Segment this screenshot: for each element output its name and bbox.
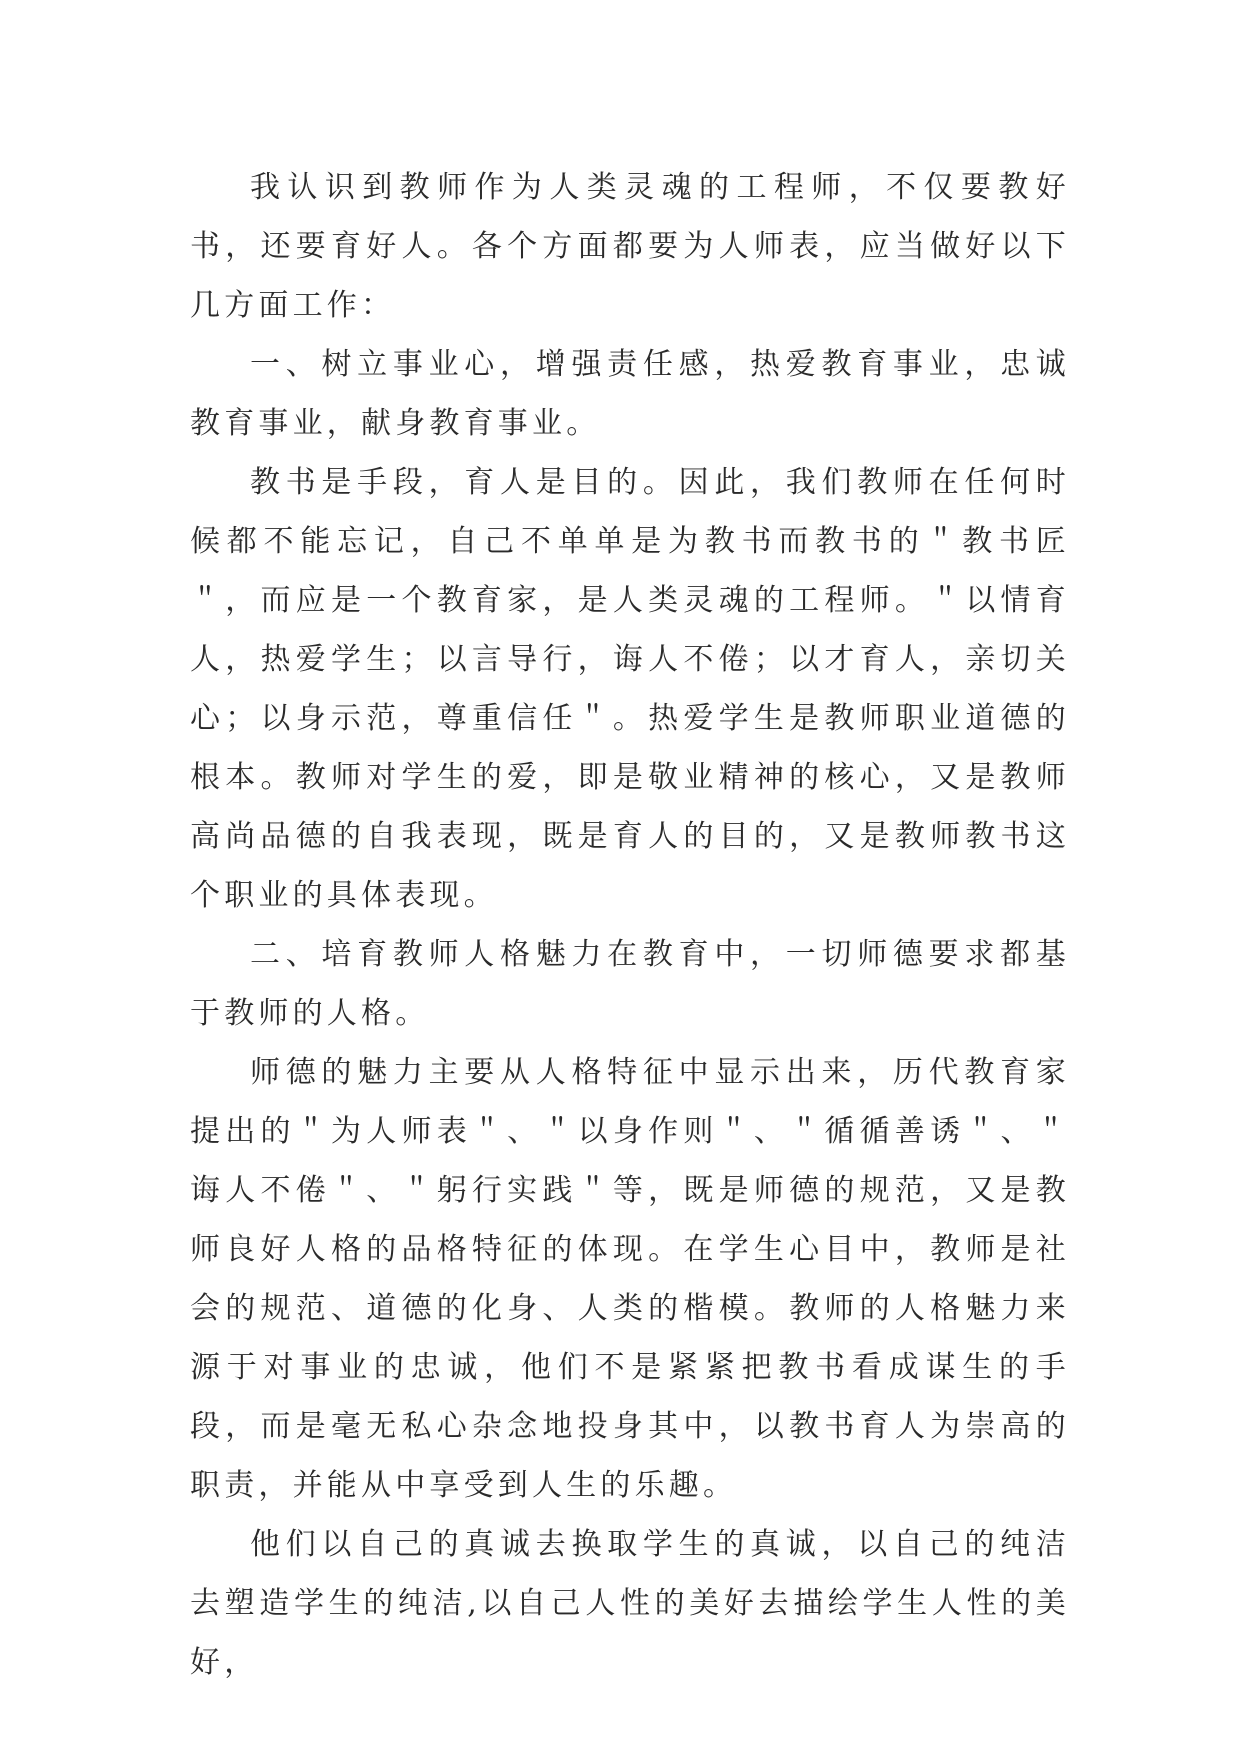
paragraph-heading-one: 一、树立事业心，增强责任感，热爱教育事业，忠诚教育事业，献身教育事业。 <box>190 347 1070 441</box>
document-body <box>190 158 1070 1692</box>
paragraph-heading-two: 二、培育教师人格魅力在教育中，一切师德要求都基于教师的人格。 <box>190 937 1070 1031</box>
paragraph-sincerity: 他们以自己的真诚去换取学生的真诚，以自己的纯洁去塑造学生的纯洁,以自己人性的美好去描绘学生人性的美好， <box>190 1527 1070 1680</box>
paragraph-intro: 我认识到教师作为人类灵魂的工程师，不仅要教好书，还要育好人。各个方面都要为人师表，应当做好以下几方面工作： <box>190 170 1070 323</box>
paragraph-teacher-charm: 师德的魅力主要从人格特征中显示出来，历代教育家提出的＂为人师表＂、＂以身作则＂、＂循循善诱＂、＂诲人不倦＂、＂躬行实践＂等，既是师德的规范，又是教师良好人格的品格特征的体现。在学生心目中，教师是社会的规范、道德的化身、人类的楷模。教师的人格魅力来源于对事业的忠诚，他们不是紧紧把教书看成谋生的手段，而是毫无私心杂念地投身其中，以教书育人为崇高的职责，并能从中享受到人生的乐趣。 <box>190 1055 1070 1503</box>
paragraph-teaching-purpose: 教书是手段，育人是目的。因此，我们教师在任何时候都不能忘记，自己不单单是为教书而教书的＂教书匠＂，而应是一个教育家，是人类灵魂的工程师。＂以情育人，热爱学生；以言导行，诲人不倦；以才育人，亲切关心；以身示范，尊重信任＂。热爱学生是教师职业道德的根本。教师对学生的爱，即是敬业精神的核心，又是教师高尚品德的自我表现，既是育人的目的，又是教师教书这个职业的具体表现。 <box>190 465 1070 913</box>
